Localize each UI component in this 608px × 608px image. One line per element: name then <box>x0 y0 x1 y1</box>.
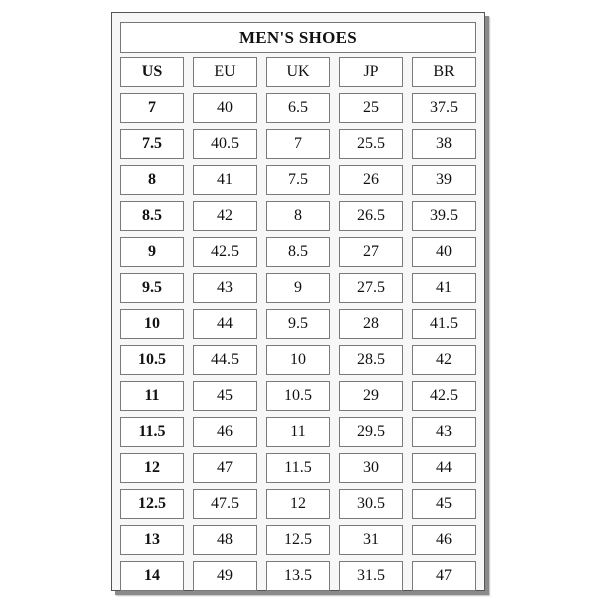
table-cell-uk: 12.5 <box>266 525 330 555</box>
table-cell-uk: 11.5 <box>266 453 330 483</box>
table-cell-jp: 31.5 <box>339 561 403 591</box>
table-cell-br: 41 <box>412 273 476 303</box>
table-cell-br: 44 <box>412 453 476 483</box>
table-cell-us: 9.5 <box>120 273 184 303</box>
table-cell-jp: 30 <box>339 453 403 483</box>
table-cell-jp: 27.5 <box>339 273 403 303</box>
table-cell-jp: 31 <box>339 525 403 555</box>
table-cell-jp: 30.5 <box>339 489 403 519</box>
table-cell-eu: 44.5 <box>193 345 257 375</box>
table-cell-us: 11 <box>120 381 184 411</box>
column-header-us: US <box>120 57 184 87</box>
table-cell-uk: 8 <box>266 201 330 231</box>
table-cell-uk: 12 <box>266 489 330 519</box>
table-cell-br: 41.5 <box>412 309 476 339</box>
table-cell-eu: 43 <box>193 273 257 303</box>
table-cell-jp: 27 <box>339 237 403 267</box>
table-cell-uk: 11 <box>266 417 330 447</box>
table-cell-eu: 48 <box>193 525 257 555</box>
column-header-jp: JP <box>339 57 403 87</box>
table-cell-us: 10 <box>120 309 184 339</box>
table-cell-eu: 41 <box>193 165 257 195</box>
table-cell-jp: 26.5 <box>339 201 403 231</box>
table-cell-jp: 26 <box>339 165 403 195</box>
table-cell-br: 38 <box>412 129 476 159</box>
column-header-eu: EU <box>193 57 257 87</box>
size-chart <box>111 12 485 591</box>
table-cell-jp: 28 <box>339 309 403 339</box>
table-cell-jp: 28.5 <box>339 345 403 375</box>
table-cell-uk: 7 <box>266 129 330 159</box>
table-cell-br: 42.5 <box>412 381 476 411</box>
table-cell-us: 10.5 <box>120 345 184 375</box>
table-cell-eu: 42 <box>193 201 257 231</box>
table-cell-us: 8 <box>120 165 184 195</box>
table-cell-us: 12.5 <box>120 489 184 519</box>
table-cell-jp: 25.5 <box>339 129 403 159</box>
table-cell-br: 39 <box>412 165 476 195</box>
table-cell-uk: 13.5 <box>266 561 330 591</box>
table-cell-eu: 45 <box>193 381 257 411</box>
table-cell-eu: 47 <box>193 453 257 483</box>
table-cell-br: 43 <box>412 417 476 447</box>
table-cell-eu: 49 <box>193 561 257 591</box>
table-cell-uk: 9.5 <box>266 309 330 339</box>
table-cell-uk: 9 <box>266 273 330 303</box>
table-cell-br: 42 <box>412 345 476 375</box>
table-cell-jp: 25 <box>339 93 403 123</box>
table-cell-br: 47 <box>412 561 476 591</box>
table-cell-us: 14 <box>120 561 184 591</box>
table-cell-br: 37.5 <box>412 93 476 123</box>
chart-title: MEN'S SHOES <box>120 22 476 53</box>
table-cell-us: 13 <box>120 525 184 555</box>
table-cell-uk: 10 <box>266 345 330 375</box>
column-header-br: BR <box>412 57 476 87</box>
table-cell-us: 11.5 <box>120 417 184 447</box>
table-cell-us: 7 <box>120 93 184 123</box>
table-cell-eu: 46 <box>193 417 257 447</box>
table-cell-us: 9 <box>120 237 184 267</box>
table-cell-uk: 6.5 <box>266 93 330 123</box>
table-cell-br: 40 <box>412 237 476 267</box>
table-cell-br: 46 <box>412 525 476 555</box>
table-cell-br: 39.5 <box>412 201 476 231</box>
table-cell-us: 12 <box>120 453 184 483</box>
table-cell-uk: 8.5 <box>266 237 330 267</box>
table-cell-eu: 47.5 <box>193 489 257 519</box>
table-cell-uk: 10.5 <box>266 381 330 411</box>
table-cell-eu: 40 <box>193 93 257 123</box>
table-cell-uk: 7.5 <box>266 165 330 195</box>
table-cell-us: 7.5 <box>120 129 184 159</box>
table-cell-br: 45 <box>412 489 476 519</box>
table-cell-eu: 40.5 <box>193 129 257 159</box>
table-cell-jp: 29 <box>339 381 403 411</box>
table-cell-eu: 42.5 <box>193 237 257 267</box>
column-header-uk: UK <box>266 57 330 87</box>
table-cell-us: 8.5 <box>120 201 184 231</box>
table-cell-jp: 29.5 <box>339 417 403 447</box>
table-cell-eu: 44 <box>193 309 257 339</box>
size-table <box>120 57 478 591</box>
